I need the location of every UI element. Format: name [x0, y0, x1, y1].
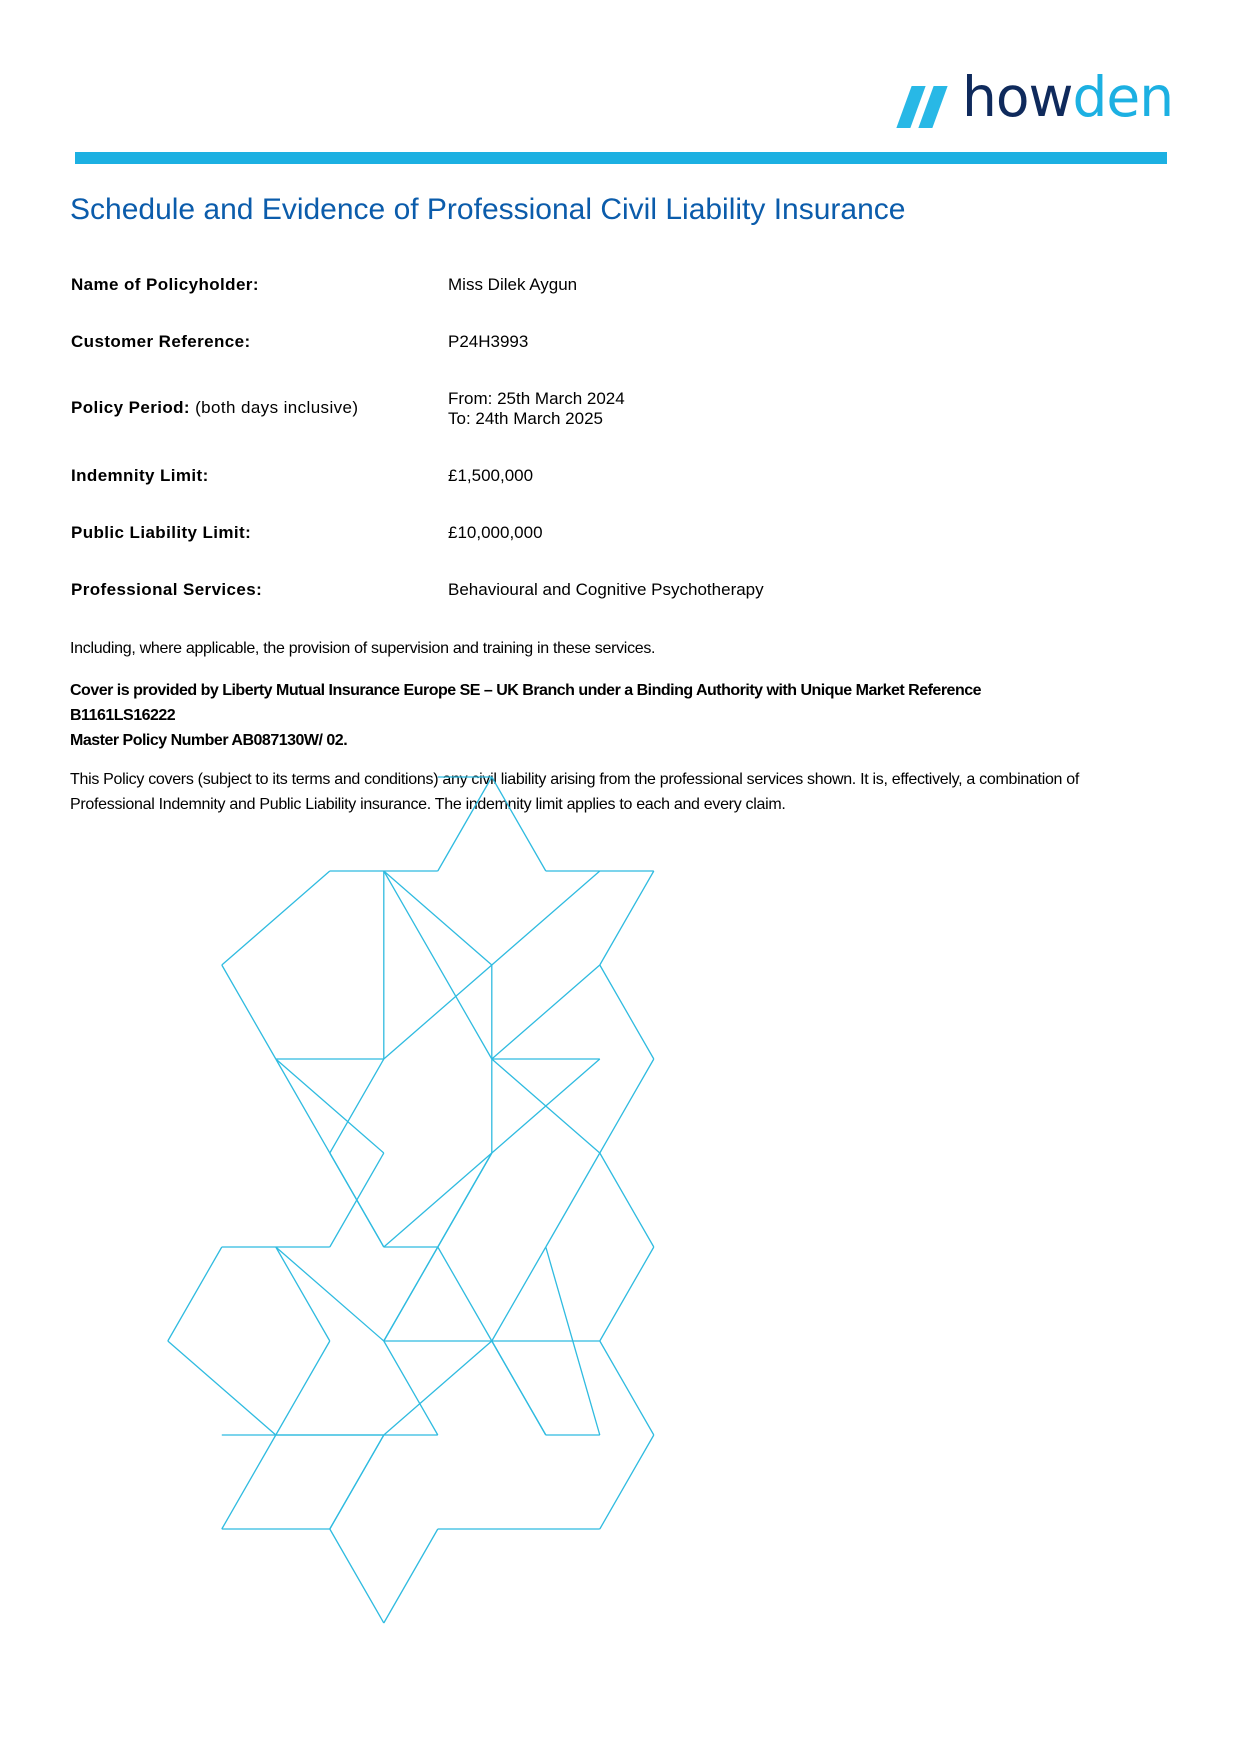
pattern-line	[384, 871, 492, 965]
public-liability-limit-label: Public Liability Limit:	[71, 523, 252, 542]
customer-reference-label: Customer Reference:	[71, 332, 251, 351]
pattern-line	[600, 871, 654, 965]
cover-statement: Cover is provided by Liberty Mutual Insurance Europe SE – UK Branch under a Binding Authority with Unique Market Reference B1161LS16222 Master Policy Number AB087130W/ 02.	[70, 678, 1165, 753]
pattern-line	[438, 1247, 492, 1341]
pattern-line	[492, 871, 600, 965]
pattern-line	[600, 1341, 654, 1435]
pattern-line	[276, 1247, 384, 1341]
pattern-line	[276, 1341, 330, 1435]
indemnity-limit-value: £1,500,000	[448, 466, 534, 485]
pattern-line	[384, 1153, 492, 1247]
pattern-line	[222, 1435, 276, 1529]
pattern-line	[330, 1435, 384, 1529]
pattern-line	[384, 1341, 438, 1435]
logo-wordmark: howden	[962, 65, 1174, 129]
including-note: Including, where applicable, the provision of supervision and training in these services.	[70, 640, 656, 657]
pattern-line	[492, 965, 600, 1059]
policy-description: This Policy covers (subject to its terms and conditions) any civil liability arising from the professional services shown. It is, effectively, a combination of Professional Indemnity and Public Liability insurance. The indemnity limit applies to each and every claim.	[70, 771, 1080, 813]
pattern-line	[168, 1341, 276, 1435]
master-policy-number: Master Policy Number AB087130W/ 02.	[70, 732, 348, 749]
unique-market-reference: B1161LS16222	[70, 707, 176, 724]
page-title: Schedule and Evidence of Professional Civil Liability Insurance	[70, 193, 906, 226]
pattern-line	[384, 871, 492, 1059]
professional-services-label: Professional Services:	[71, 580, 263, 599]
pattern-line	[276, 1059, 384, 1153]
pattern-line	[384, 1341, 492, 1435]
pattern-line	[384, 965, 492, 1059]
pattern-line	[330, 1059, 384, 1153]
indemnity-limit-label: Indemnity Limit:	[71, 466, 209, 485]
pattern-line	[492, 1341, 546, 1435]
policyholder-label: Name of Policyholder:	[71, 275, 259, 294]
pattern-line	[600, 1247, 654, 1341]
public-liability-limit-value: £10,000,000	[448, 523, 543, 542]
pattern-line	[492, 777, 546, 871]
policyholder-value: Miss Dilek Aygun	[448, 275, 578, 294]
policy-period-from: From: 25th March 2024	[448, 389, 625, 408]
customer-reference-value: P24H3993	[448, 332, 529, 351]
pattern-line	[546, 1153, 600, 1247]
pattern-line	[222, 871, 330, 965]
pattern-line	[168, 1247, 222, 1341]
pattern-line	[384, 1529, 438, 1623]
pattern-line	[330, 1529, 384, 1623]
pattern-line	[222, 965, 276, 1059]
pattern-line	[600, 965, 654, 1059]
policy-period-note: (both days inclusive)	[195, 398, 359, 417]
pattern-line	[276, 1247, 330, 1341]
pattern-line	[600, 1153, 654, 1247]
pattern-line	[492, 1247, 546, 1341]
policy-period-to: To: 24th March 2025	[448, 409, 603, 428]
pattern-line	[600, 1059, 654, 1153]
pattern-line	[600, 1435, 654, 1529]
policy-period-label: Policy Period: (both days inclusive)	[71, 398, 359, 417]
professional-services-value: Behavioural and Cognitive Psychotherapy	[448, 580, 764, 599]
pattern-line	[438, 777, 492, 871]
